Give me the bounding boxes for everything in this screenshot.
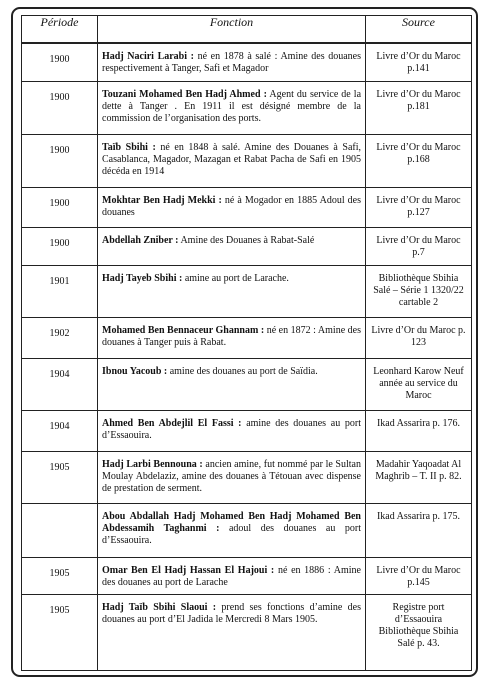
function-text: amine des douanes au port de Saïdia. <box>167 365 318 377</box>
table-row <box>22 81 472 134</box>
cell-period <box>22 503 98 557</box>
person-name: Abdellah Zniber : <box>102 234 179 246</box>
function-text: Amine des Douanes à Rabat-Salé <box>178 234 315 246</box>
cell-function <box>98 451 366 503</box>
cell-period: 1902 <box>22 317 98 358</box>
function-text: amine des douanes au port d’Essaouira. <box>102 417 361 441</box>
person-name: Touzani Mohamed Ben Hadj Ahmed : <box>102 88 267 100</box>
person-name: Ahmed Ben Abdejlil El Fassi : <box>102 417 242 429</box>
function-text: né en 1878 à salé : Amine des douanes respectivement à Tanger, Safi et Magador <box>102 51 362 75</box>
table-row <box>22 557 472 594</box>
cell-function <box>98 503 366 557</box>
person-name: Omar Ben El Hadj Hassan El Hajoui : <box>102 564 275 576</box>
table-row <box>22 594 472 670</box>
table-row <box>22 317 472 358</box>
cell-function <box>98 317 366 358</box>
function-text: amine au port de Larache. <box>182 272 289 284</box>
cell-source: Livre d’Or du Maroc p.7 <box>366 227 472 265</box>
function-text: adoul des douanes au port d’Essaouira. <box>102 522 361 546</box>
cell-function <box>98 81 366 134</box>
cell-source: Livre d’Or du Maroc p.127 <box>366 187 472 227</box>
cell-source: Leonhard Karow Neuf année au service du Maroc <box>366 358 472 410</box>
cell-source: Livre d’Or du Maroc p.141 <box>366 43 472 81</box>
person-name: Hadj Larbi Bennouna : <box>102 458 203 470</box>
cell-source: Livre d’Or du Maroc p.168 <box>366 134 472 187</box>
cell-period: 1901 <box>22 265 98 317</box>
table-row <box>22 358 472 410</box>
document-frame <box>11 7 478 677</box>
person-name: Mokhtar Ben Hadj Mekki : <box>102 194 222 206</box>
cell-source: Registre port d’Essaouira Bibliothèque Sbihia Salé p. 43. <box>366 594 472 670</box>
table-row <box>22 227 472 265</box>
person-name: Taïb Sbihi : <box>102 141 156 153</box>
table-row <box>22 410 472 451</box>
table-row <box>22 134 472 187</box>
customs-officials-table <box>21 15 472 671</box>
cell-source: Livre d’Or du Maroc p. 123 <box>366 317 472 358</box>
person-name: Mohamed Ben Bennaceur Ghannam : <box>102 324 265 336</box>
cell-source: Madahir Yaqoadat Al Maghrib – T. II p. 82. <box>366 451 472 503</box>
cell-period: 1904 <box>22 410 98 451</box>
table-row <box>22 43 472 81</box>
function-text: né en 1848 à salé. Amine des Douanes à Safi, Casablanca, Magador, Mazagan et Rabat Pacha de Safi en 1905 décéda en 1914 <box>102 141 361 177</box>
table-header-row <box>22 16 472 44</box>
header-function: Fonction <box>98 16 366 44</box>
cell-period: 1900 <box>22 81 98 134</box>
table-row <box>22 503 472 557</box>
function-text: né en 1872 : Amine des douanes à Tanger puis à Rabat. <box>102 324 361 348</box>
table-row <box>22 187 472 227</box>
function-text: prend ses fonctions d’amine des douanes au port d’El Jadida le Mercredi 8 Mars 1905. <box>102 601 361 625</box>
cell-function <box>98 594 366 670</box>
header-source: Source <box>366 16 472 44</box>
cell-function <box>98 358 366 410</box>
cell-source: Livre d’Or du Maroc p.145 <box>366 557 472 594</box>
function-text: ancien amine, fut nommé par le Sultan Moulay Abdelaziz, amine des douanes à Tétouan avec dispense de prestation de serment. <box>102 458 361 494</box>
person-name: Hadj Tayeb Sbihi : <box>102 272 183 284</box>
header-period: Période <box>22 16 98 44</box>
cell-period: 1900 <box>22 227 98 265</box>
function-text: né en 1886 : Amine des douanes au port de Larache <box>102 564 361 588</box>
person-name: Hadj Taïb Sbihi Slaoui : <box>102 601 217 613</box>
person-name: Hadj Naciri Larabi : <box>102 51 194 62</box>
function-text: né à Mogador en 1885 Adoul des douanes <box>102 194 361 218</box>
cell-period: 1905 <box>22 451 98 503</box>
cell-source: Livre d’Or du Maroc p.181 <box>366 81 472 134</box>
cell-period: 1900 <box>22 134 98 187</box>
function-text: Agent du service de la dette à Tanger . En 1911 il est désigné membre de la commission de l’organisation des ports. <box>102 88 362 124</box>
cell-function <box>98 265 366 317</box>
person-name: Abou Abdallah Hadj Mohamed Ben Hadj Mohamed Ben Abdessamih Taghanmi : <box>102 510 361 534</box>
cell-function <box>98 187 366 227</box>
cell-period: 1900 <box>22 187 98 227</box>
table-row <box>22 265 472 317</box>
cell-period: 1904 <box>22 358 98 410</box>
cell-function <box>98 227 366 265</box>
cell-source: Bibliothèque Sbihia Salé – Série 1 1320/22 cartable 2 <box>366 265 472 317</box>
cell-period: 1905 <box>22 594 98 670</box>
cell-function <box>98 134 366 187</box>
cell-period: 1905 <box>22 557 98 594</box>
cell-source: Ikad Assarira p. 176. <box>366 410 472 451</box>
table-row <box>22 451 472 503</box>
cell-function <box>98 557 366 594</box>
cell-function <box>98 43 366 81</box>
cell-period: 1900 <box>22 43 98 81</box>
cell-source: Ikad Assarira p. 175. <box>366 503 472 557</box>
cell-function <box>98 410 366 451</box>
person-name: Ibnou Yacoub : <box>102 365 168 377</box>
